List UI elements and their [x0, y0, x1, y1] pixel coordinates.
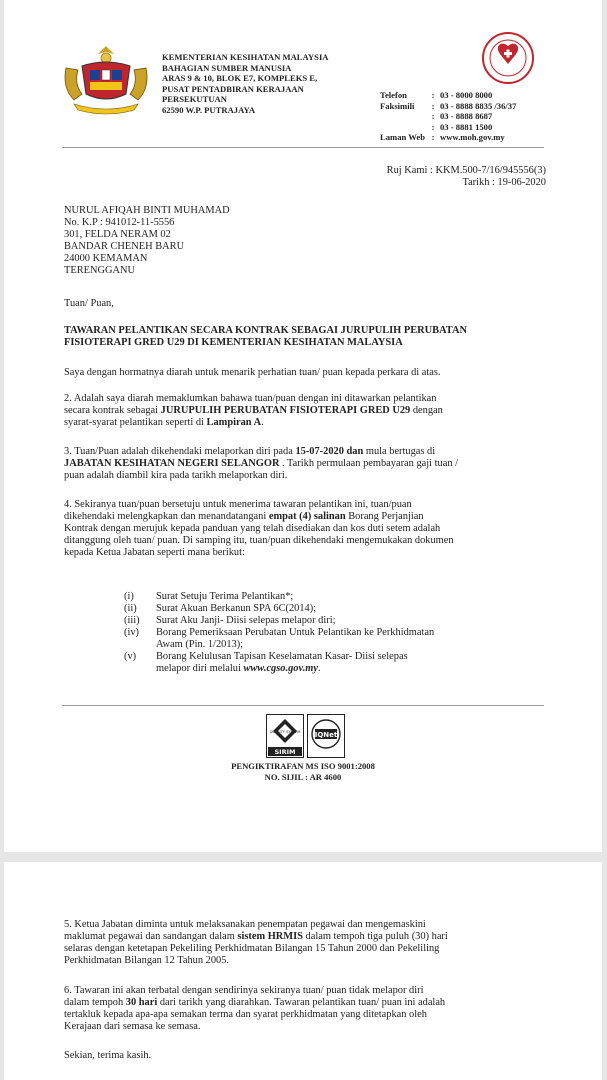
- subject-line: FISIOTERAPI GRED U29 DI KEMENTERIAN KESIHATAN MALAYSIA: [64, 337, 403, 348]
- paragraph-6: 6. Tawaran ini akan terbatal dengan sendirinya sekiranya tuan/ puan tidak melapor diri dalam tempoh 30 hari dari tarikh yang diarahkan. Tawaran pelantikan tuan/ puan ini adalah tertakluk kepada apa-apa semakan terma dan syarat perkhidmatan yang ditetapkan oleh Kerajaan dari semasa ke semasa.: [64, 985, 446, 1032]
- letter-page-1: [4, 0, 602, 852]
- contact-block: [380, 90, 516, 143]
- recipient-line: TERENGGANU: [64, 265, 135, 276]
- ministry-address: [162, 52, 329, 116]
- paragraph-3: 3. Tuan/Puan adalah dikehendaki melaporkan diri pada 15-07-2020 dan mula bertugas di JABATAN KESIHATAN NEGERI SELANGOR . Tarikh permulaan pembayaran gaji tuan / puan adalah diambil kira pada tarikh melaporkan diri.: [64, 446, 458, 481]
- paragraph-5: 5. Ketua Jabatan diminta untuk melaksanakan penempatan pegawai dan mengemaskini maklumat pegawai dan sandangan dalam sistem HRMIS dalam tempoh tiga puluh (30) hari selaras dengan ketetapan Pekeliling Perkhidmatan Bilangan 15 Tahun 2000 dan Pekeliling Perkhidmatan Bilangan 12 Tahun 2005.: [64, 919, 448, 966]
- recipient-line: 301, FELDA NERAM 02: [64, 229, 171, 240]
- certification-text: PENGIKTIRAFAN MS ISO 9001:2008 NO. SIJIL : AR 4600: [231, 761, 375, 782]
- recipient-line: NURUL AFIQAH BINTI MUHAMAD: [64, 205, 230, 216]
- address-line: PERSEKUTUAN: [162, 94, 227, 105]
- contact-website: Laman Web : www.moh.gov.my: [380, 132, 505, 143]
- address-line: ARAS 9 & 10, BLOK E7, KOMPLEKS E,: [162, 73, 318, 84]
- document-list: [124, 591, 434, 675]
- subject-line: TAWARAN PELANTIKAN SECARA KONTRAK SEBAGAI JURUPULIH PERUBATAN: [64, 325, 467, 336]
- cgso-link[interactable]: www.cgso.gov.my: [243, 663, 318, 674]
- opening-paragraph: Saya dengan hormatnya diarah untuk menarik perhatian tuan/ puan kepada perkara di atas.: [64, 367, 441, 378]
- address-line: BAHAGIAN SUMBER MANUSIA: [162, 62, 292, 73]
- seal-logo-icon: [482, 32, 534, 84]
- iqnet-logo-icon: [307, 714, 345, 758]
- contact-fax: Faksimili : 03 - 8888 8835 /36/37: [380, 100, 517, 111]
- footer-divider: [62, 705, 544, 706]
- salutation: Tuan/ Puan,: [64, 298, 114, 309]
- recipient-line: 24000 KEMAMAN: [64, 253, 148, 264]
- recipient-line: No. K.P : 941012-11-5556: [64, 217, 175, 228]
- svg-text:SIRIM: SIRIM: [274, 748, 296, 756]
- address-line: KEMENTERIAN KESIHATAN MALAYSIA: [162, 52, 329, 62]
- paragraph-4: 4. Sekiranya tuan/puan bersetuju untuk menerima tawaran pelantikan ini, tuan/puan dikehendaki melengkapkan dan menandatangani empat (4) salinan Borang Perjanjian Kontrak dengan merujuk kepada panduan yang telah disediakan dan kos duti setem adalah ditanggung oleh tuan/ puan. Di samping itu, tuan/puan dikehendaki mengemukakan dokumen kepada Ketua Jabatan seperti mana berikut:: [64, 499, 454, 558]
- reference-block: [387, 165, 546, 189]
- letter-page-2: [4, 862, 602, 1080]
- subject-heading: [64, 325, 467, 349]
- svg-text:IQNet: IQNet: [314, 731, 338, 739]
- address-line: 62590 W.P. PUTRAJAYA: [162, 104, 256, 115]
- malaysia-coat-of-arms-icon: [60, 44, 152, 116]
- contact-fax-2: : 03 - 8888 8687: [431, 111, 493, 122]
- list-item: (ii) Surat Akuan Berkanun SPA 6C(2014);: [124, 603, 317, 614]
- paragraph-2: 2. Adalah saya diarah memaklumkan bahawa tuan/puan dengan ini ditawarkan pelantikan secara kontrak sebagai JURUPULIH PERUBATAN FISIOTERAPI GRED U29 dengan syarat-syarat pelantikan seperti di Lampiran A.: [64, 393, 443, 428]
- address-line: PUSAT PENTADBIRAN KERAJAAN: [162, 83, 304, 94]
- letter-date: Tarikh : 19-06-2020: [462, 177, 546, 188]
- recipient-line: BANDAR CHENEH BARU: [64, 241, 185, 252]
- recipient-address: [64, 205, 230, 277]
- list-item: (i) Surat Setuju Terima Pelantikan*;: [124, 591, 294, 602]
- contact-phone: Telefon : 03 - 8000 8000: [380, 90, 493, 100]
- list-item: (iv) Borang Pemeriksaan Perubatan Untuk Pelantikan ke Perkhidmatan Awam (Pin. 1/2013);: [124, 627, 435, 650]
- closing-remark: Sekian, terima kasih.: [64, 1050, 152, 1061]
- list-item: (iii) Surat Aku Janji- Diisi selepas melapor diri;: [124, 615, 336, 626]
- reference-number: Ruj Kami : KKM.500-7/16/945556(3): [386, 165, 546, 176]
- svg-text:QUALITY SYSTEM: QUALITY SYSTEM: [269, 730, 301, 734]
- list-item: (v) Borang Kelulusan Tapisan Keselamatan Kasar- Diisi selepas melapor diri melalui www.cgso.gov.my.: [124, 651, 408, 674]
- header-divider: [62, 147, 544, 148]
- contact-fax-3: : 03 - 8881 1500: [431, 121, 493, 132]
- sirim-quality-logo-icon: [266, 714, 304, 758]
